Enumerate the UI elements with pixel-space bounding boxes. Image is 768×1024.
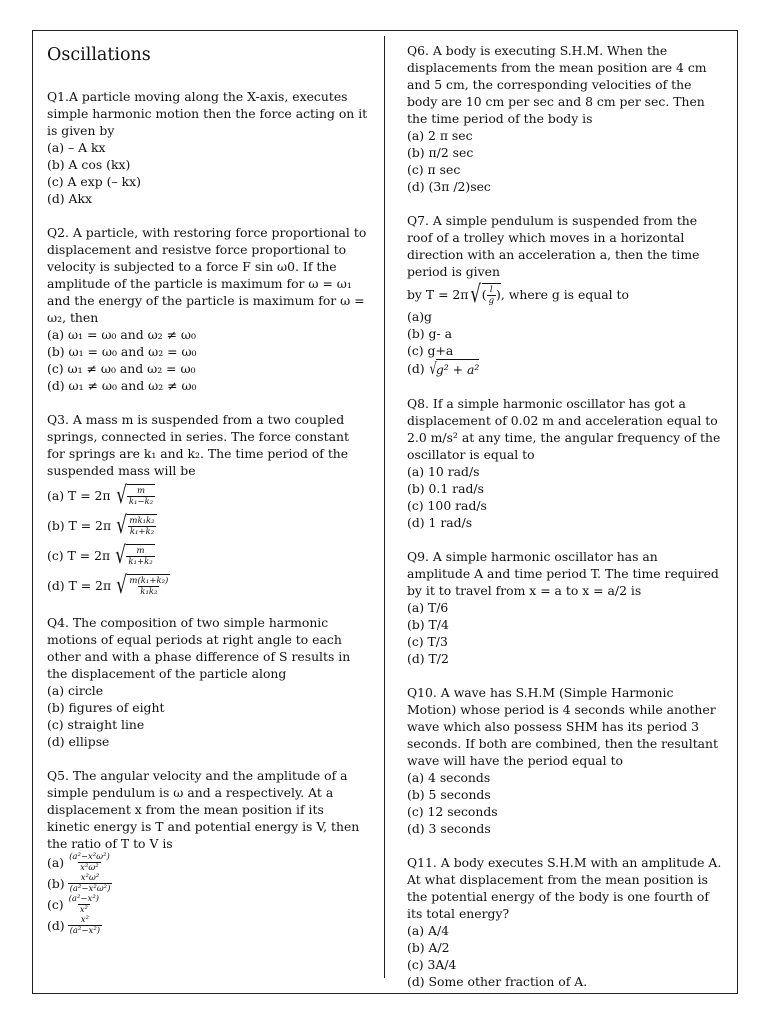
left-column	[47, 88, 369, 953]
option-d: (d) Akx	[47, 191, 92, 206]
option-a	[47, 852, 369, 873]
option-b: (b) 5 seconds	[407, 787, 491, 802]
formula-tail: , where g is equal to	[500, 286, 629, 302]
option-a: (a) 4 seconds	[407, 770, 491, 785]
question-text: Q2. A particle, with restoring force proportional to displacement and resistve force proportional to velocity is subjected to a force F sin ω0. If the amplitude of the particle is maximum for ω = ω₁ and the energy of the particle is maximum for ω = ω₂, then	[47, 225, 367, 325]
formula-lead: by T = 2π	[407, 286, 469, 302]
fraction: $\frac{\text{(a²−x²ω²)}}{\text{x²ω²}}$	[69, 852, 110, 873]
option-a: (a) 10 rad/s	[407, 464, 480, 479]
option-c: (c) π sec	[407, 162, 461, 177]
option-label: (d)	[47, 918, 65, 933]
option-a: (a) 2 π sec	[407, 128, 473, 143]
option-b: (b) 0.1 rad/s	[407, 481, 484, 496]
option-c: (c) g+a	[407, 343, 454, 358]
sqrt-sign: √	[115, 481, 127, 509]
right-column	[407, 42, 723, 1007]
option-d	[47, 915, 369, 936]
option-d: (d) 1 rad/s	[407, 515, 473, 530]
option-c	[47, 894, 369, 915]
question-9	[407, 548, 723, 667]
option-d: (d) (3π /2)sec	[407, 179, 491, 194]
sqrt-expression	[114, 513, 156, 537]
question-text: Q1.A particle moving along the X-axis, executes simple harmonic motion then the force acting on it is given by	[47, 89, 368, 138]
question-6	[407, 42, 723, 195]
fraction: $\frac{\text{x²}}{\text{(a²−x²)}}$	[69, 915, 101, 936]
fraction: $\frac{\text{x²ω²}}{\text{(a²−x²ω²)}}$	[69, 873, 111, 894]
option-label: (a)	[47, 855, 65, 870]
option-d: (d) 3 seconds	[407, 821, 491, 836]
option-c	[47, 543, 369, 567]
option-a: (a) circle	[47, 683, 104, 698]
option-label: (c) T = 2π	[47, 547, 111, 563]
question-10	[407, 684, 723, 837]
question-text: Q8. If a simple harmonic oscillator has got a displacement of 0.02 m and acceleration equal to 2.0 m/s² at any time, the angular frequency of the oscillator is equal to	[407, 396, 721, 462]
option-d: (d) T/2	[407, 651, 449, 666]
question-11	[407, 854, 723, 990]
question-text: Q3. A mass m is suspended from a two coupled springs, connected in series. The force constant for springs are k₁ and k₂. The time period of the suspended mass will be	[47, 412, 349, 478]
option-label: (c)	[47, 897, 64, 912]
question-text: Q9. A simple harmonic oscillator has an amplitude A and time period T. The time required by it to travel from x = a to x = a/2 is	[407, 549, 719, 598]
sqrt-expression: √ ( $\frac{l}{g}$ )	[470, 280, 501, 308]
option-a: (a) A/4	[407, 923, 449, 938]
option-label: (d)	[407, 361, 425, 376]
option-b	[47, 513, 369, 537]
formula-line	[407, 282, 723, 306]
sqrt-expression	[114, 483, 156, 507]
sqrt-sign: √	[115, 541, 127, 569]
fraction: $\frac{m}{\text{k₁−k₂}}$	[128, 485, 154, 507]
fraction: $\frac{\text{(a²−x²)}}{\text{x²}}$	[68, 894, 100, 915]
option-d	[407, 359, 723, 378]
question-text: Q11. A body executes S.H.M with an amplitude A. At what displacement from the mean position is the potential energy of the body is one fourth of its total energy?	[407, 855, 722, 921]
question-4	[47, 614, 369, 750]
sqrt-sign: √	[470, 280, 482, 308]
option-b: (b) A/2	[407, 940, 450, 955]
fraction: $\frac{m}{\text{k₁+k₂}}$	[128, 545, 153, 567]
option-label: (d) T = 2π	[47, 577, 112, 593]
option-b: (b) T/4	[407, 617, 449, 632]
option-label: (b) T = 2π	[47, 517, 112, 533]
option-c: (c) 12 seconds	[407, 804, 498, 819]
question-text: Q5. The angular velocity and the amplitude of a simple pendulum is ω and a respectively. At a displacement x from the mean position if its kinetic energy is T and potential energy is V, then the ratio of T to V is	[47, 768, 360, 851]
question-7	[407, 212, 723, 378]
option-c: (c) A exp (– kx)	[47, 174, 141, 189]
option-c: (c) T/3	[407, 634, 448, 649]
fraction: $\frac{\text{mk₁k₂}}{\text{k₁+k₂}}$	[129, 515, 155, 537]
option-label: (b)	[47, 876, 65, 891]
option-c: (c) 3A/4	[407, 957, 457, 972]
question-8	[407, 395, 723, 531]
question-5	[47, 767, 369, 936]
option-b: (b) figures of eight	[47, 700, 165, 715]
sqrt-sign: √	[116, 511, 128, 539]
option-d	[47, 573, 369, 597]
question-text: Q10. A wave has S.H.M (Simple Harmonic Motion) whose period is 4 seconds while another wave which also possess SHM has its period 3 seconds. If both are combined, then the resultant wave will have the period equal to	[407, 685, 719, 768]
option-a	[47, 483, 369, 507]
option-d: (d) ellipse	[47, 734, 110, 749]
option-a: (a) ω₁ = ω₀ and ω₂ ≠ ω₀	[47, 327, 196, 342]
option-label: (a) T = 2π	[47, 487, 111, 503]
question-3	[47, 411, 369, 597]
fraction: $\frac{l}{g}$	[488, 284, 495, 306]
question-text: Q4. The composition of two simple harmonic motions of equal periods at right angle to each other and with a phase difference of S results in the displacement of the particle along	[47, 615, 351, 681]
question-text: Q6. A body is executing S.H.M. When the displacements from the mean position are 4 cm and 5 cm, the corresponding velocities of the body are 10 cm per sec and 8 cm per sec. Then the time period of the body is	[407, 43, 707, 126]
option-b: (b) A cos (kx)	[47, 157, 131, 172]
page-title: Oscillations	[47, 45, 151, 65]
option-c: (c) 100 rad/s	[407, 498, 487, 513]
option-c: (c) ω₁ ≠ ω₀ and ω₂ = ω₀	[47, 361, 196, 376]
option-d: (d) ω₁ ≠ ω₀ and ω₂ ≠ ω₀	[47, 378, 197, 393]
sqrt-expression	[113, 543, 155, 567]
column-divider	[384, 36, 385, 978]
option-d: (d) Some other fraction of A.	[407, 974, 588, 989]
sqrt-sign: √	[116, 571, 128, 599]
fraction: $\frac{\text{m(k₁+k₂)}}{\text{k₁k₂}}$	[129, 575, 169, 597]
question-2	[47, 224, 369, 394]
question-1	[47, 88, 369, 207]
sqrt-sign: √	[429, 358, 437, 378]
sqrt-expression	[114, 573, 170, 597]
option-a: (a) T/6	[407, 600, 449, 615]
option-b: (b) π/2 sec	[407, 145, 474, 160]
option-a: (a)g	[407, 309, 432, 324]
option-b	[47, 873, 369, 894]
sqrt-expression: √ g² + a²	[429, 358, 480, 378]
option-b: (b) g- a	[407, 326, 452, 341]
question-text: Q7. A simple pendulum is suspended from the roof of a trolley which moves in a horizontal direction with an acceleration a, then the time period is given	[407, 213, 700, 279]
option-b: (b) ω₁ = ω₀ and ω₂ = ω₀	[47, 344, 197, 359]
option-c: (c) straight line	[47, 717, 145, 732]
option-a: (a) – A kx	[47, 140, 106, 155]
